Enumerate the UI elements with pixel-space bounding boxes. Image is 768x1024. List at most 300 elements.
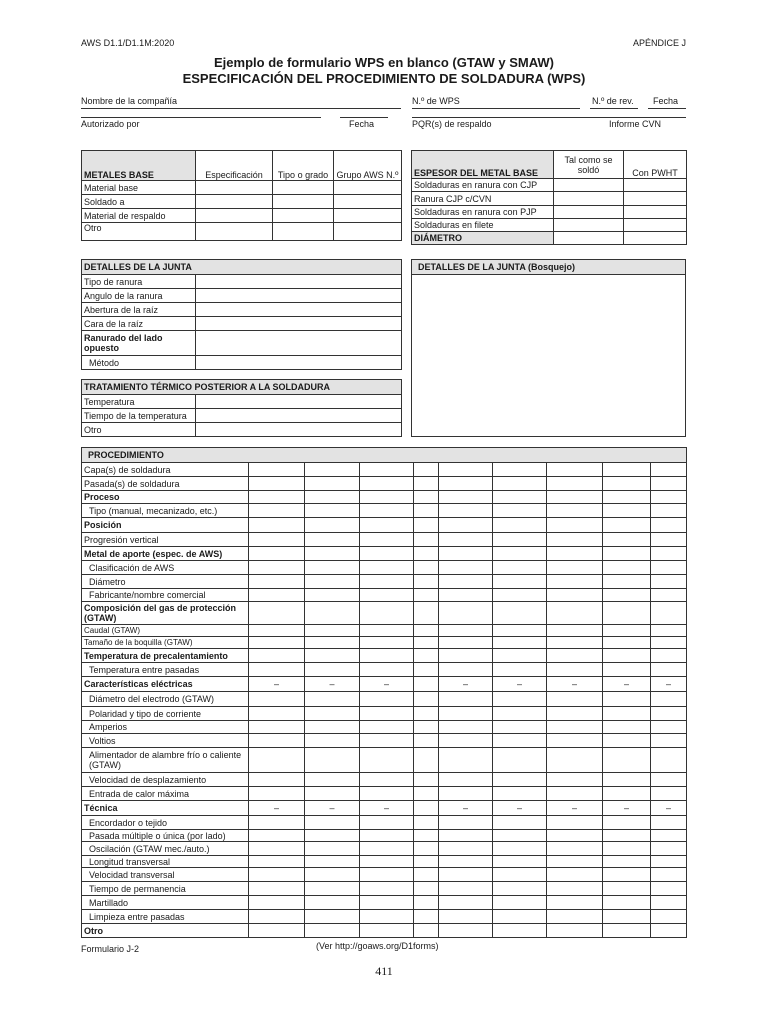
procedure-cell[interactable] (305, 663, 360, 677)
procedure-cell[interactable] (439, 842, 493, 856)
procedure-cell[interactable] (547, 692, 603, 707)
wps-number-field[interactable]: N.º de WPS (412, 96, 460, 106)
procedure-cell[interactable] (249, 518, 305, 533)
procedure-cell[interactable] (493, 602, 547, 625)
procedure-cell[interactable] (651, 692, 687, 707)
procedure-cell[interactable] (360, 748, 414, 773)
procedure-cell[interactable] (249, 721, 305, 734)
cell[interactable] (196, 181, 273, 195)
procedure-cell[interactable] (249, 649, 305, 663)
procedure-cell[interactable] (547, 477, 603, 491)
procedure-cell[interactable] (603, 491, 651, 504)
procedure-cell[interactable] (493, 882, 547, 896)
procedure-cell[interactable] (360, 463, 414, 477)
procedure-cell[interactable] (414, 721, 439, 734)
procedure-cell[interactable] (603, 589, 651, 602)
procedure-cell[interactable] (547, 707, 603, 721)
procedure-cell[interactable] (493, 842, 547, 856)
revision-number-field[interactable]: N.º de rev. (592, 96, 634, 106)
procedure-cell[interactable] (547, 649, 603, 663)
procedure-cell[interactable] (547, 787, 603, 801)
procedure-cell[interactable] (360, 602, 414, 625)
procedure-cell[interactable] (603, 477, 651, 491)
procedure-cell[interactable] (360, 692, 414, 707)
procedure-cell[interactable] (305, 924, 360, 938)
procedure-cell[interactable] (305, 707, 360, 721)
cell[interactable] (196, 317, 402, 331)
procedure-cell[interactable] (651, 830, 687, 842)
cell[interactable] (196, 289, 402, 303)
procedure-cell[interactable] (360, 842, 414, 856)
procedure-cell[interactable] (305, 856, 360, 868)
procedure-cell[interactable] (547, 748, 603, 773)
procedure-cell[interactable] (305, 504, 360, 518)
procedure-cell[interactable] (493, 518, 547, 533)
procedure-cell[interactable] (414, 589, 439, 602)
procedure-cell[interactable] (360, 477, 414, 491)
sketch-area[interactable] (412, 275, 686, 437)
procedure-cell[interactable] (360, 575, 414, 589)
procedure-cell[interactable] (305, 477, 360, 491)
procedure-cell[interactable] (603, 625, 651, 637)
procedure-cell[interactable] (493, 692, 547, 707)
cell[interactable] (273, 209, 334, 223)
cell[interactable] (273, 195, 334, 209)
procedure-cell[interactable] (414, 649, 439, 663)
procedure-cell[interactable] (493, 787, 547, 801)
procedure-cell[interactable] (360, 787, 414, 801)
procedure-cell[interactable] (249, 816, 305, 830)
procedure-cell[interactable] (439, 637, 493, 649)
procedure-cell[interactable] (493, 707, 547, 721)
procedure-cell[interactable] (547, 842, 603, 856)
procedure-cell[interactable] (603, 663, 651, 677)
procedure-cell[interactable] (603, 830, 651, 842)
procedure-cell[interactable] (547, 602, 603, 625)
procedure-cell[interactable] (249, 868, 305, 882)
procedure-cell[interactable]: – (547, 801, 603, 816)
procedure-cell[interactable] (651, 910, 687, 924)
procedure-cell[interactable] (439, 533, 493, 547)
cell[interactable] (196, 275, 402, 289)
procedure-cell[interactable] (603, 896, 651, 910)
procedure-cell[interactable] (493, 637, 547, 649)
procedure-cell[interactable] (651, 463, 687, 477)
procedure-cell[interactable] (439, 561, 493, 575)
cell[interactable] (624, 192, 687, 206)
procedure-cell[interactable] (493, 491, 547, 504)
procedure-cell[interactable] (547, 924, 603, 938)
procedure-cell[interactable] (360, 649, 414, 663)
procedure-cell[interactable]: – (305, 677, 360, 692)
cell[interactable] (554, 192, 624, 206)
cell[interactable] (196, 195, 273, 209)
procedure-cell[interactable] (603, 649, 651, 663)
procedure-cell[interactable] (360, 589, 414, 602)
procedure-cell[interactable] (439, 589, 493, 602)
procedure-cell[interactable] (249, 896, 305, 910)
procedure-cell[interactable] (603, 910, 651, 924)
procedure-cell[interactable] (360, 625, 414, 637)
procedure-cell[interactable] (439, 575, 493, 589)
procedure-cell[interactable] (547, 637, 603, 649)
procedure-cell[interactable] (305, 830, 360, 842)
procedure-cell[interactable] (651, 589, 687, 602)
procedure-cell[interactable] (603, 882, 651, 896)
procedure-cell[interactable] (651, 896, 687, 910)
cell[interactable] (334, 195, 402, 209)
cell[interactable] (624, 232, 687, 245)
procedure-cell[interactable] (547, 721, 603, 734)
procedure-cell[interactable]: – (249, 677, 305, 692)
procedure-cell[interactable] (305, 734, 360, 748)
procedure-cell[interactable] (249, 504, 305, 518)
procedure-cell[interactable] (493, 734, 547, 748)
procedure-cell[interactable] (249, 602, 305, 625)
procedure-cell[interactable] (493, 748, 547, 773)
procedure-cell[interactable] (414, 602, 439, 625)
procedure-cell[interactable] (603, 721, 651, 734)
procedure-cell[interactable] (439, 748, 493, 773)
procedure-cell[interactable] (493, 649, 547, 663)
cell[interactable] (273, 223, 334, 241)
procedure-cell[interactable] (493, 924, 547, 938)
procedure-cell[interactable] (547, 830, 603, 842)
procedure-cell[interactable] (651, 787, 687, 801)
procedure-cell[interactable] (249, 491, 305, 504)
procedure-cell[interactable] (547, 868, 603, 882)
procedure-cell[interactable] (439, 602, 493, 625)
procedure-cell[interactable] (414, 924, 439, 938)
procedure-cell[interactable] (414, 801, 439, 816)
procedure-cell[interactable] (305, 882, 360, 896)
procedure-cell[interactable] (305, 575, 360, 589)
procedure-cell[interactable] (305, 637, 360, 649)
procedure-cell[interactable] (493, 504, 547, 518)
procedure-cell[interactable] (414, 816, 439, 830)
procedure-cell[interactable] (414, 518, 439, 533)
cell[interactable] (196, 409, 402, 423)
procedure-cell[interactable] (360, 896, 414, 910)
procedure-cell[interactable] (360, 868, 414, 882)
procedure-cell[interactable] (360, 856, 414, 868)
procedure-cell[interactable] (439, 663, 493, 677)
procedure-cell[interactable] (249, 692, 305, 707)
procedure-cell[interactable] (249, 561, 305, 575)
procedure-cell[interactable] (439, 463, 493, 477)
procedure-cell[interactable] (493, 589, 547, 602)
procedure-cell[interactable] (547, 896, 603, 910)
procedure-cell[interactable] (414, 868, 439, 882)
procedure-cell[interactable] (603, 561, 651, 575)
procedure-cell[interactable] (249, 842, 305, 856)
procedure-cell[interactable] (360, 547, 414, 561)
procedure-cell[interactable] (414, 707, 439, 721)
procedure-cell[interactable] (493, 663, 547, 677)
procedure-cell[interactable] (249, 748, 305, 773)
procedure-cell[interactable] (651, 856, 687, 868)
procedure-cell[interactable] (305, 491, 360, 504)
procedure-cell[interactable] (439, 477, 493, 491)
procedure-cell[interactable] (249, 773, 305, 787)
procedure-cell[interactable] (651, 491, 687, 504)
procedure-cell[interactable] (414, 882, 439, 896)
procedure-cell[interactable] (249, 533, 305, 547)
procedure-cell[interactable] (603, 547, 651, 561)
procedure-cell[interactable] (305, 602, 360, 625)
procedure-cell[interactable] (603, 518, 651, 533)
procedure-cell[interactable] (305, 625, 360, 637)
procedure-cell[interactable] (249, 547, 305, 561)
procedure-cell[interactable] (305, 773, 360, 787)
procedure-cell[interactable] (305, 589, 360, 602)
procedure-cell[interactable]: – (439, 801, 493, 816)
procedure-cell[interactable] (305, 787, 360, 801)
procedure-cell[interactable] (651, 602, 687, 625)
procedure-cell[interactable] (249, 637, 305, 649)
procedure-cell[interactable] (603, 816, 651, 830)
procedure-cell[interactable] (603, 842, 651, 856)
procedure-cell[interactable] (651, 924, 687, 938)
procedure-cell[interactable] (360, 663, 414, 677)
procedure-cell[interactable] (305, 533, 360, 547)
procedure-cell[interactable] (547, 504, 603, 518)
procedure-cell[interactable] (651, 773, 687, 787)
procedure-cell[interactable] (414, 856, 439, 868)
cell[interactable] (334, 181, 402, 195)
procedure-cell[interactable] (360, 734, 414, 748)
procedure-cell[interactable] (360, 518, 414, 533)
procedure-cell[interactable] (414, 910, 439, 924)
procedure-cell[interactable] (547, 773, 603, 787)
procedure-cell[interactable] (414, 625, 439, 637)
procedure-cell[interactable] (547, 910, 603, 924)
procedure-cell[interactable] (414, 575, 439, 589)
procedure-cell[interactable] (360, 637, 414, 649)
company-name-field[interactable]: Nombre de la compañía (81, 96, 178, 106)
procedure-cell[interactable]: – (651, 677, 687, 692)
procedure-cell[interactable] (439, 504, 493, 518)
procedure-cell[interactable] (249, 625, 305, 637)
procedure-cell[interactable] (651, 637, 687, 649)
procedure-cell[interactable] (547, 491, 603, 504)
procedure-cell[interactable] (493, 463, 547, 477)
procedure-cell[interactable] (414, 830, 439, 842)
cell[interactable] (196, 223, 273, 241)
procedure-cell[interactable] (493, 910, 547, 924)
procedure-cell[interactable] (414, 491, 439, 504)
procedure-cell[interactable] (493, 547, 547, 561)
procedure-cell[interactable] (414, 504, 439, 518)
procedure-cell[interactable] (360, 491, 414, 504)
procedure-cell[interactable] (439, 649, 493, 663)
date-field-1[interactable]: Fecha (653, 96, 679, 106)
procedure-cell[interactable] (493, 816, 547, 830)
procedure-cell[interactable] (651, 561, 687, 575)
procedure-cell[interactable] (249, 463, 305, 477)
procedure-cell[interactable] (651, 533, 687, 547)
procedure-cell[interactable] (414, 561, 439, 575)
procedure-cell[interactable] (360, 924, 414, 938)
procedure-cell[interactable] (439, 625, 493, 637)
cell[interactable] (273, 181, 334, 195)
procedure-cell[interactable] (493, 575, 547, 589)
procedure-cell[interactable] (305, 692, 360, 707)
procedure-cell[interactable] (603, 504, 651, 518)
procedure-cell[interactable] (414, 748, 439, 773)
procedure-cell[interactable] (493, 477, 547, 491)
procedure-cell[interactable] (493, 868, 547, 882)
procedure-cell[interactable] (249, 477, 305, 491)
procedure-cell[interactable] (305, 842, 360, 856)
procedure-cell[interactable] (360, 816, 414, 830)
procedure-cell[interactable] (439, 856, 493, 868)
procedure-cell[interactable] (651, 868, 687, 882)
procedure-cell[interactable] (305, 868, 360, 882)
procedure-cell[interactable]: – (493, 801, 547, 816)
cell[interactable] (196, 331, 402, 356)
cell[interactable] (196, 303, 402, 317)
procedure-cell[interactable] (439, 910, 493, 924)
procedure-cell[interactable] (439, 692, 493, 707)
procedure-cell[interactable] (439, 707, 493, 721)
procedure-cell[interactable] (547, 734, 603, 748)
procedure-cell[interactable] (249, 882, 305, 896)
procedure-cell[interactable] (439, 518, 493, 533)
procedure-cell[interactable]: – (603, 677, 651, 692)
procedure-cell[interactable] (249, 663, 305, 677)
procedure-cell[interactable] (249, 830, 305, 842)
procedure-cell[interactable] (603, 856, 651, 868)
procedure-cell[interactable] (360, 504, 414, 518)
procedure-cell[interactable] (249, 924, 305, 938)
procedure-cell[interactable] (414, 896, 439, 910)
procedure-cell[interactable] (651, 625, 687, 637)
procedure-cell[interactable] (305, 896, 360, 910)
procedure-cell[interactable] (305, 816, 360, 830)
procedure-cell[interactable] (305, 649, 360, 663)
procedure-cell[interactable] (360, 721, 414, 734)
forms-url[interactable]: (Ver http://goaws.org/D1forms) (316, 941, 439, 951)
procedure-cell[interactable] (305, 547, 360, 561)
procedure-cell[interactable] (493, 561, 547, 575)
authorized-by-field[interactable]: Autorizado por (81, 119, 140, 129)
procedure-cell[interactable] (249, 589, 305, 602)
procedure-cell[interactable]: – (439, 677, 493, 692)
cell[interactable] (196, 395, 402, 409)
procedure-cell[interactable] (414, 637, 439, 649)
procedure-cell[interactable] (439, 734, 493, 748)
procedure-cell[interactable] (414, 787, 439, 801)
procedure-cell[interactable] (493, 896, 547, 910)
procedure-cell[interactable]: – (603, 801, 651, 816)
procedure-cell[interactable] (414, 533, 439, 547)
procedure-cell[interactable] (249, 787, 305, 801)
cell[interactable] (624, 179, 687, 192)
pqr-field[interactable]: PQR(s) de respaldo (412, 119, 492, 129)
procedure-cell[interactable] (493, 856, 547, 868)
procedure-cell[interactable] (547, 856, 603, 868)
procedure-cell[interactable] (439, 868, 493, 882)
procedure-cell[interactable] (603, 868, 651, 882)
procedure-cell[interactable]: – (249, 801, 305, 816)
cell[interactable] (334, 209, 402, 223)
procedure-cell[interactable] (651, 748, 687, 773)
procedure-cell[interactable] (249, 734, 305, 748)
procedure-cell[interactable] (414, 663, 439, 677)
procedure-cell[interactable] (603, 707, 651, 721)
procedure-cell[interactable] (414, 477, 439, 491)
procedure-cell[interactable] (651, 477, 687, 491)
procedure-cell[interactable]: – (651, 801, 687, 816)
procedure-cell[interactable] (603, 748, 651, 773)
procedure-cell[interactable] (603, 602, 651, 625)
procedure-cell[interactable] (547, 561, 603, 575)
date-field-2[interactable]: Fecha (349, 119, 375, 129)
procedure-cell[interactable] (414, 463, 439, 477)
procedure-cell[interactable] (439, 896, 493, 910)
procedure-cell[interactable] (305, 910, 360, 924)
procedure-cell[interactable] (439, 721, 493, 734)
procedure-cell[interactable] (603, 734, 651, 748)
procedure-cell[interactable] (547, 533, 603, 547)
procedure-cell[interactable] (249, 707, 305, 721)
procedure-cell[interactable] (493, 721, 547, 734)
procedure-cell[interactable] (651, 547, 687, 561)
procedure-cell[interactable] (547, 663, 603, 677)
procedure-cell[interactable] (439, 816, 493, 830)
procedure-cell[interactable] (651, 575, 687, 589)
procedure-cell[interactable] (651, 721, 687, 734)
procedure-cell[interactable] (360, 910, 414, 924)
procedure-cell[interactable] (360, 830, 414, 842)
procedure-cell[interactable] (305, 748, 360, 773)
procedure-cell[interactable] (249, 575, 305, 589)
procedure-cell[interactable] (651, 649, 687, 663)
procedure-cell[interactable] (439, 773, 493, 787)
procedure-cell[interactable] (651, 734, 687, 748)
procedure-cell[interactable] (651, 882, 687, 896)
procedure-cell[interactable] (414, 547, 439, 561)
procedure-cell[interactable] (547, 463, 603, 477)
cell[interactable] (196, 356, 402, 370)
procedure-cell[interactable] (547, 575, 603, 589)
procedure-cell[interactable] (603, 533, 651, 547)
procedure-cell[interactable] (439, 882, 493, 896)
cell[interactable] (624, 219, 687, 232)
procedure-cell[interactable] (493, 625, 547, 637)
procedure-cell[interactable] (305, 561, 360, 575)
procedure-cell[interactable] (651, 816, 687, 830)
procedure-cell[interactable] (439, 787, 493, 801)
procedure-cell[interactable] (651, 707, 687, 721)
procedure-cell[interactable] (414, 734, 439, 748)
procedure-cell[interactable] (439, 491, 493, 504)
procedure-cell[interactable] (547, 518, 603, 533)
procedure-cell[interactable] (414, 773, 439, 787)
procedure-cell[interactable] (603, 787, 651, 801)
procedure-cell[interactable] (547, 816, 603, 830)
procedure-cell[interactable] (651, 663, 687, 677)
cell[interactable] (554, 179, 624, 192)
procedure-cell[interactable] (493, 773, 547, 787)
cell[interactable] (624, 206, 687, 219)
cvn-report-field[interactable]: Informe CVN (609, 119, 662, 129)
procedure-cell[interactable] (360, 707, 414, 721)
procedure-cell[interactable] (603, 575, 651, 589)
procedure-cell[interactable] (547, 589, 603, 602)
procedure-cell[interactable] (414, 677, 439, 692)
